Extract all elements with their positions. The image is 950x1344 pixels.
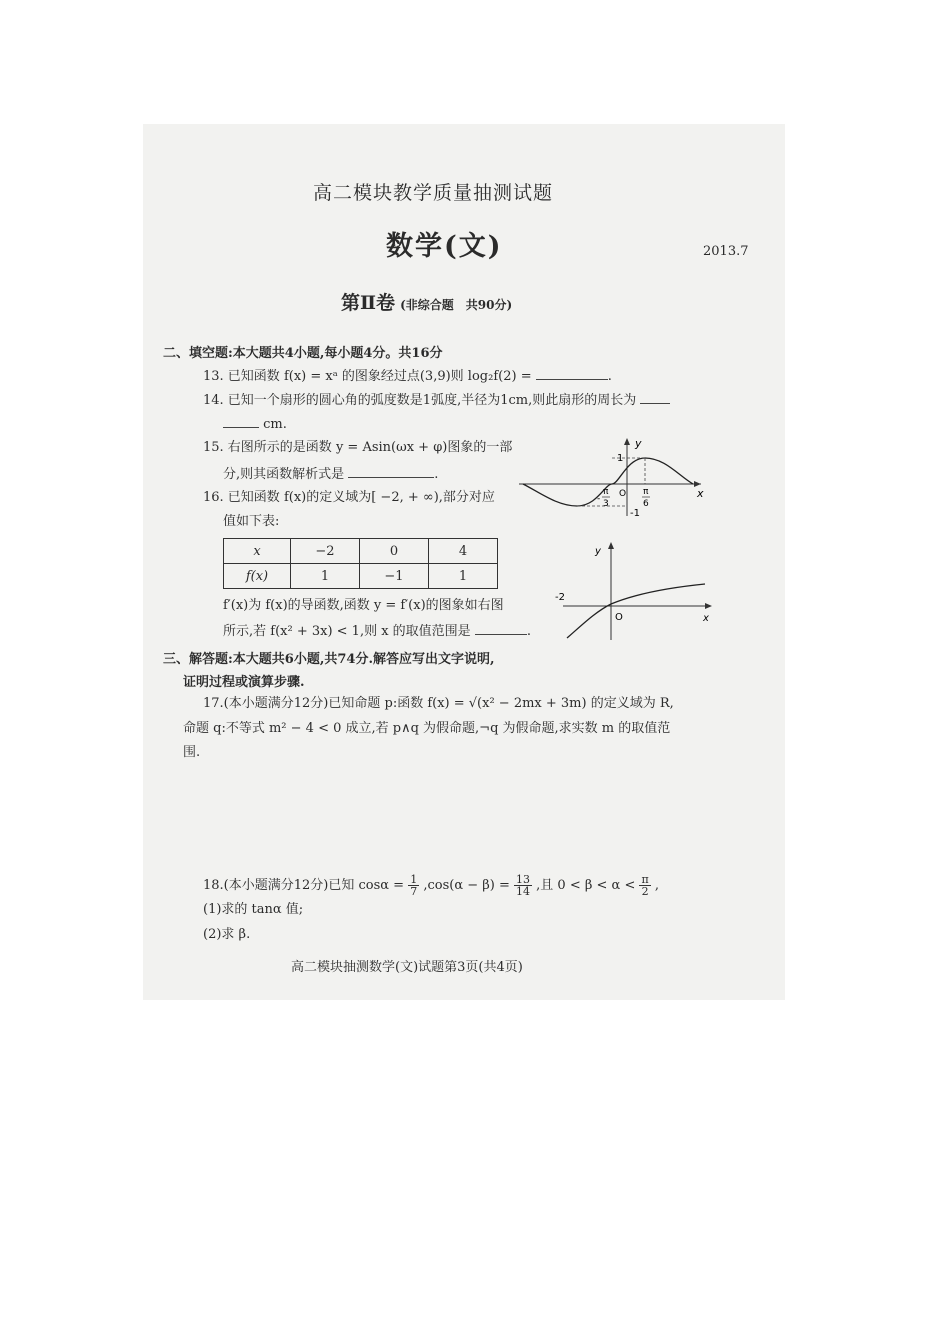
table-cell: 1 <box>429 564 498 589</box>
question-15-line2: 分,则其函数解析式是 . <box>223 467 439 482</box>
answer-blank-13 <box>536 367 608 380</box>
question-16-line1: 16. 已知函数 f(x)的定义域为[ −2, + ∞),部分对应 <box>203 490 495 505</box>
question-18-sub2: (2)求 β. <box>203 927 251 942</box>
table-cell: −1 <box>360 564 429 589</box>
exam-page-scan <box>143 124 785 1000</box>
q18-text-b: ,cos(α − β) = <box>423 878 510 893</box>
page-footer: 高二模块抽测数学(文)试题第3页(共4页) <box>291 960 523 975</box>
question-14-unit: cm. <box>263 417 287 432</box>
sine-pi-den: 6 <box>643 499 649 509</box>
sine-pi: π <box>643 487 649 497</box>
question-18-line1 <box>203 874 659 897</box>
table-row <box>224 539 498 564</box>
answer-blank-14 <box>640 391 670 404</box>
derivative-y-label: y <box>595 546 601 557</box>
question-17-line3: 围. <box>183 745 201 760</box>
volume-heading <box>341 288 512 315</box>
q18-f1-num: 1 <box>410 873 418 886</box>
derivative-neg-two-label: -2 <box>555 592 565 603</box>
table-cell: f(x) <box>224 564 291 589</box>
q18-fraction-2 <box>514 874 532 897</box>
question-13-text: 13. 已知函数 f(x) = xᵃ 的图象经过点(3,9)则 log₂f(2) = <box>203 369 532 384</box>
sine-origin-label: O <box>619 489 627 499</box>
q18-f1-den: 7 <box>410 885 418 898</box>
question-17-line2: 命题 q:不等式 m² − 4 < 0 成立,若 p∧q 为假命题,¬q 为假命题,求实数 m 的取值范 <box>183 721 671 736</box>
sine-neg-sign: - <box>597 494 601 504</box>
table-cell: −2 <box>291 539 360 564</box>
question-13: 13. 已知函数 f(x) = xᵃ 的图象经过点(3,9)则 log₂f(2) = . <box>203 369 612 384</box>
sine-neg-pi-den: 3 <box>603 499 609 509</box>
section-fill-in-heading: 二、填空题:本大题共4小题,每小题4分。共16分 <box>163 346 443 361</box>
table-cell: x <box>224 539 291 564</box>
question-16-line3: f′(x)为 f(x)的导函数,函数 y = f′(x)的图象如右图 <box>223 598 504 613</box>
subject-title: 数学(文) <box>386 231 503 262</box>
question-14-cont <box>223 415 287 433</box>
sine-neg-pi: π <box>603 487 609 497</box>
question-14 <box>203 391 670 409</box>
question-15-line1: 15. 右图所示的是函数 y = Asin(ωx + φ)图象的一部 <box>203 440 513 455</box>
volume-label: 第Ⅱ卷 <box>341 292 396 314</box>
table-cell: 0 <box>360 539 429 564</box>
q18-fraction-1 <box>408 874 419 897</box>
sine-y-arrow-icon <box>624 438 630 445</box>
question-18-sub1: (1)求的 tanα 值; <box>203 902 304 917</box>
exam-date: 2013.7 <box>703 244 749 259</box>
section-answers-heading-2: 证明过程或演算步骤. <box>183 675 305 690</box>
sine-x-label: x <box>697 487 704 500</box>
derivative-origin-label: O <box>615 612 623 623</box>
sine-max-label: 1 <box>617 453 624 464</box>
derivative-x-label: x <box>703 613 709 624</box>
exam-title: 高二模块教学质量抽测试题 <box>313 182 554 204</box>
table-cell: 4 <box>429 539 498 564</box>
question-16-text: 所示,若 f(x² + 3x) < 1,则 x 的取值范围是 <box>223 624 471 639</box>
answer-blank-15 <box>348 465 434 478</box>
sine-min-label: -1 <box>630 508 640 518</box>
values-table <box>223 538 498 589</box>
q18-fraction-3 <box>639 874 650 897</box>
question-16-line2: 值如下表: <box>223 514 280 529</box>
q18-text-d: , <box>654 878 659 893</box>
derivative-y-arrow-icon <box>608 542 614 549</box>
sine-y-label: y <box>635 437 642 450</box>
q18-f2-num: 13 <box>516 873 531 886</box>
q18-text-c: ,且 0 < β < α < <box>536 878 636 893</box>
question-16-line4: 所示,若 f(x² + 3x) < 1,则 x 的取值范围是 . <box>223 624 531 639</box>
q18-f2-den: 14 <box>516 885 531 898</box>
sine-graph <box>519 436 709 518</box>
answer-blank-14b <box>223 415 259 428</box>
derivative-graph <box>555 538 715 642</box>
q18-f3-den: 2 <box>641 885 649 898</box>
table-cell: 1 <box>291 564 360 589</box>
question-14-text: 14. 已知一个扇形的圆心角的弧度数是1弧度,半径为1cm,则此扇形的周长为 <box>203 393 637 408</box>
table-row <box>224 564 498 589</box>
q18-text-a: 18.(本小题满分12分)已知 cosα = <box>203 878 405 893</box>
question-15-text: 分,则其函数解析式是 <box>223 467 345 482</box>
question-17-line1: 17.(本小题满分12分)已知命题 p:函数 f(x) = √(x² − 2mx + 3m) 的定义域为 R, <box>203 696 674 711</box>
derivative-x-arrow-icon <box>705 603 712 609</box>
q18-f3-num: π <box>641 873 649 886</box>
volume-note: (非综合题 共90分) <box>400 298 513 312</box>
derivative-curve <box>567 584 705 638</box>
answer-blank-16 <box>475 622 527 635</box>
section-answers-heading-1: 三、解答题:本大题共6小题,共74分.解答应写出文字说明, <box>163 652 495 667</box>
